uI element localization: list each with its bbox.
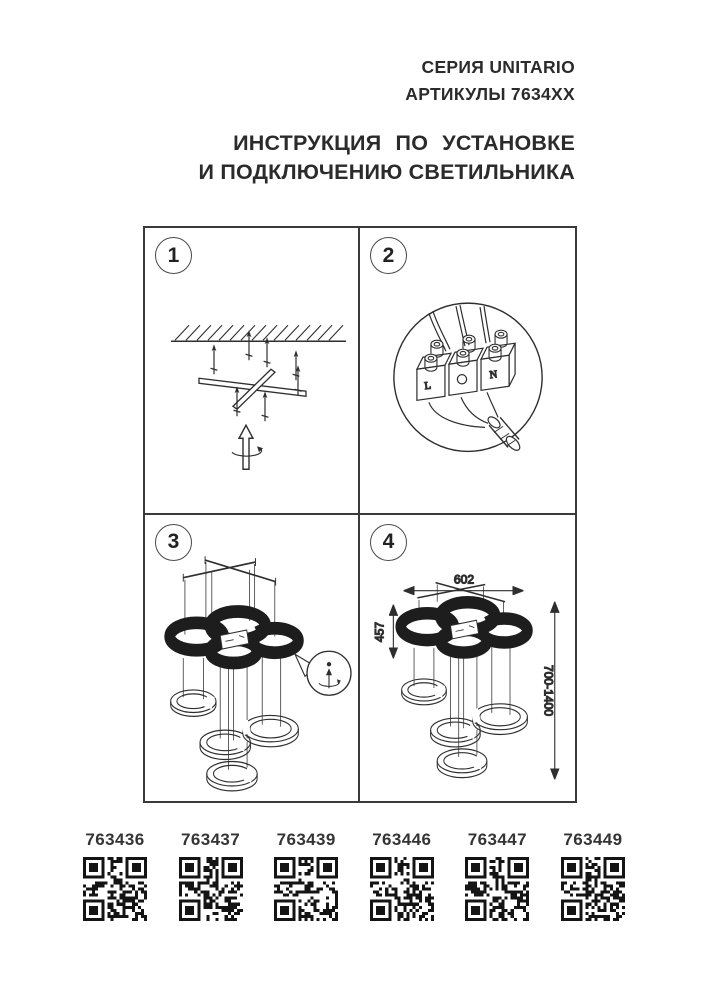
article-item	[262, 830, 350, 926]
step-4-number: 4	[370, 524, 407, 561]
dimension-canopy-height-label: 457	[372, 621, 387, 642]
article-number: 763437	[181, 830, 241, 849]
qr-code	[561, 857, 625, 921]
article-item	[358, 830, 446, 926]
article-number: 763446	[372, 830, 432, 849]
article-number: 763436	[85, 830, 145, 849]
instruction-steps-grid	[143, 226, 577, 803]
series-label: СЕРИЯ UNITARIO	[421, 57, 575, 77]
qr-code	[274, 857, 338, 921]
title-line-1: ИНСТРУКЦИЯ ПО УСТАНОВКЕ	[233, 131, 575, 155]
step-2-number: 2	[370, 237, 407, 274]
qr-code	[465, 857, 529, 921]
step-3-number: 3	[155, 524, 192, 561]
article-item	[71, 830, 159, 926]
step-2-panel	[360, 228, 575, 515]
qr-code	[83, 857, 147, 921]
step-3-panel	[145, 515, 360, 802]
article-number: 763449	[563, 830, 623, 849]
step-1-panel	[145, 228, 360, 515]
page-title	[199, 129, 575, 187]
terminal-live-label: L	[423, 380, 432, 393]
step-1-number: 1	[155, 237, 192, 274]
qr-code	[179, 857, 243, 921]
article-item	[549, 830, 637, 926]
article-item	[453, 830, 541, 926]
step-4-panel	[360, 515, 575, 802]
article-item	[167, 830, 255, 926]
document-header	[405, 54, 575, 108]
articles-label: АРТИКУЛЫ 7634XX	[405, 84, 575, 104]
title-line-2: И ПОДКЛЮЧЕНИЮ СВЕТИЛЬНИКА	[198, 160, 575, 184]
dimension-width-label: 602	[453, 572, 475, 587]
article-number: 763447	[467, 830, 527, 849]
article-number: 763439	[276, 830, 336, 849]
qr-code	[370, 857, 434, 921]
dimension-suspension-height-label: 700-1400	[541, 664, 556, 716]
article-qr-row	[71, 830, 637, 926]
terminal-neutral-label: N	[489, 369, 498, 382]
